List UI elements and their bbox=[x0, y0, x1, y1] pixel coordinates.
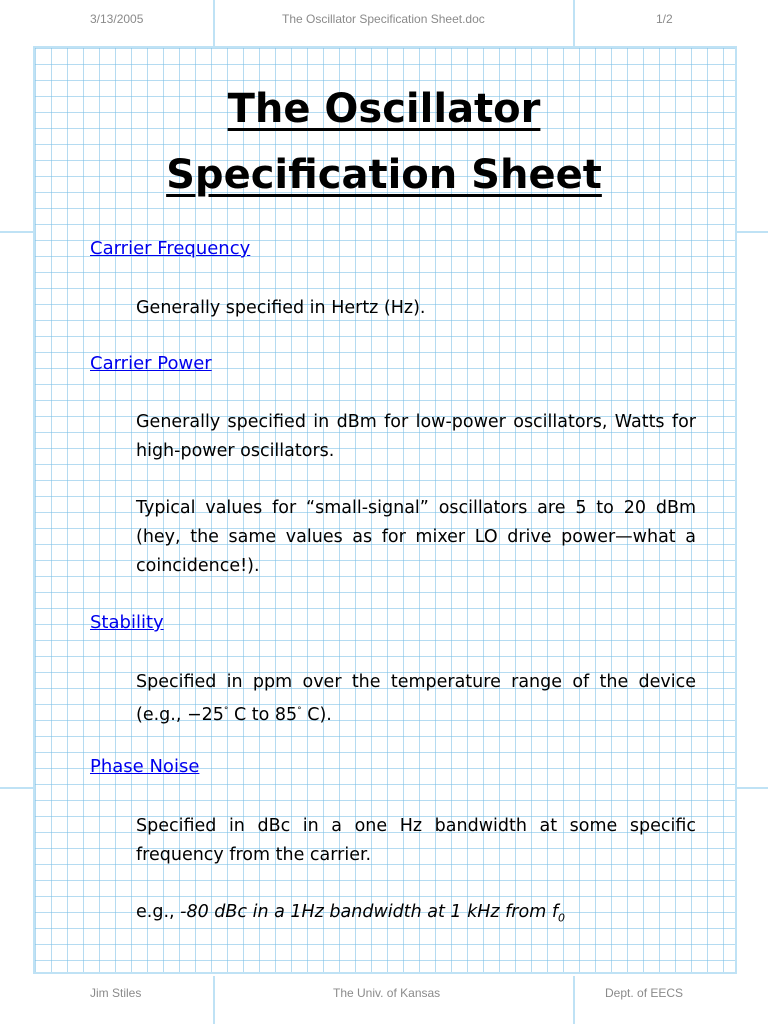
header-filename: The Oscillator Specification Sheet.doc bbox=[282, 12, 485, 26]
page-title-line1: The Oscillator bbox=[227, 86, 541, 132]
example-prefix: e.g., bbox=[136, 902, 181, 922]
stability-temp-low: −25 bbox=[186, 704, 224, 725]
carrier-frequency-text: Generally specified in Hertz (Hz). bbox=[136, 298, 426, 318]
header-divider bbox=[213, 0, 215, 46]
degree-symbol: ° bbox=[297, 706, 302, 716]
section-heading-stability[interactable]: Stability bbox=[90, 612, 164, 633]
degree-symbol: ° bbox=[223, 706, 229, 716]
footer-author: Jim Stiles bbox=[90, 986, 142, 1000]
carrier-power-text-1: Generally specified in dBm for low-power oscillators, Watts for high-power oscillators. bbox=[136, 412, 696, 461]
margin-tick bbox=[0, 787, 33, 789]
stability-text-end: C). bbox=[301, 704, 332, 725]
header-page-number: 1/2 bbox=[656, 12, 673, 26]
stability-text bbox=[136, 668, 696, 730]
section-heading-phase-noise[interactable]: Phase Noise bbox=[90, 756, 200, 777]
section-heading-carrier-frequency[interactable]: Carrier Frequency bbox=[90, 238, 251, 259]
carrier-power-text-2: Typical values for “small-signal” oscillators are 5 to 20 dBm (hey, the same values as for mixer LO drive power—what a coincidence!). bbox=[136, 498, 696, 576]
margin-tick bbox=[737, 787, 768, 789]
phase-noise-text: Specified in dBc in a one Hz bandwidth at some specific frequency from the carrier. bbox=[136, 816, 696, 865]
page-footer bbox=[0, 986, 768, 1016]
footer-department: Dept. of EECS bbox=[605, 986, 684, 1000]
margin-tick bbox=[737, 231, 768, 233]
example-text: -80 dBc in a 1Hz bandwidth at 1 kHz from f bbox=[180, 902, 558, 922]
header-date: 3/13/2005 bbox=[90, 12, 144, 26]
footer-university: The Univ. of Kansas bbox=[333, 986, 441, 1000]
example-subscript: 0 bbox=[557, 911, 565, 925]
page-header bbox=[0, 12, 768, 42]
phase-noise-example bbox=[136, 898, 696, 933]
margin-tick bbox=[0, 231, 33, 233]
stability-text-a: Specified in ppm over the temperature range of the device (e.g., bbox=[136, 672, 696, 725]
header-divider bbox=[573, 0, 575, 46]
stability-text-mid: C to 85 bbox=[228, 704, 298, 725]
page-title-line2: Specification Sheet bbox=[166, 152, 602, 198]
section-heading-carrier-power[interactable]: Carrier Power bbox=[90, 353, 212, 374]
